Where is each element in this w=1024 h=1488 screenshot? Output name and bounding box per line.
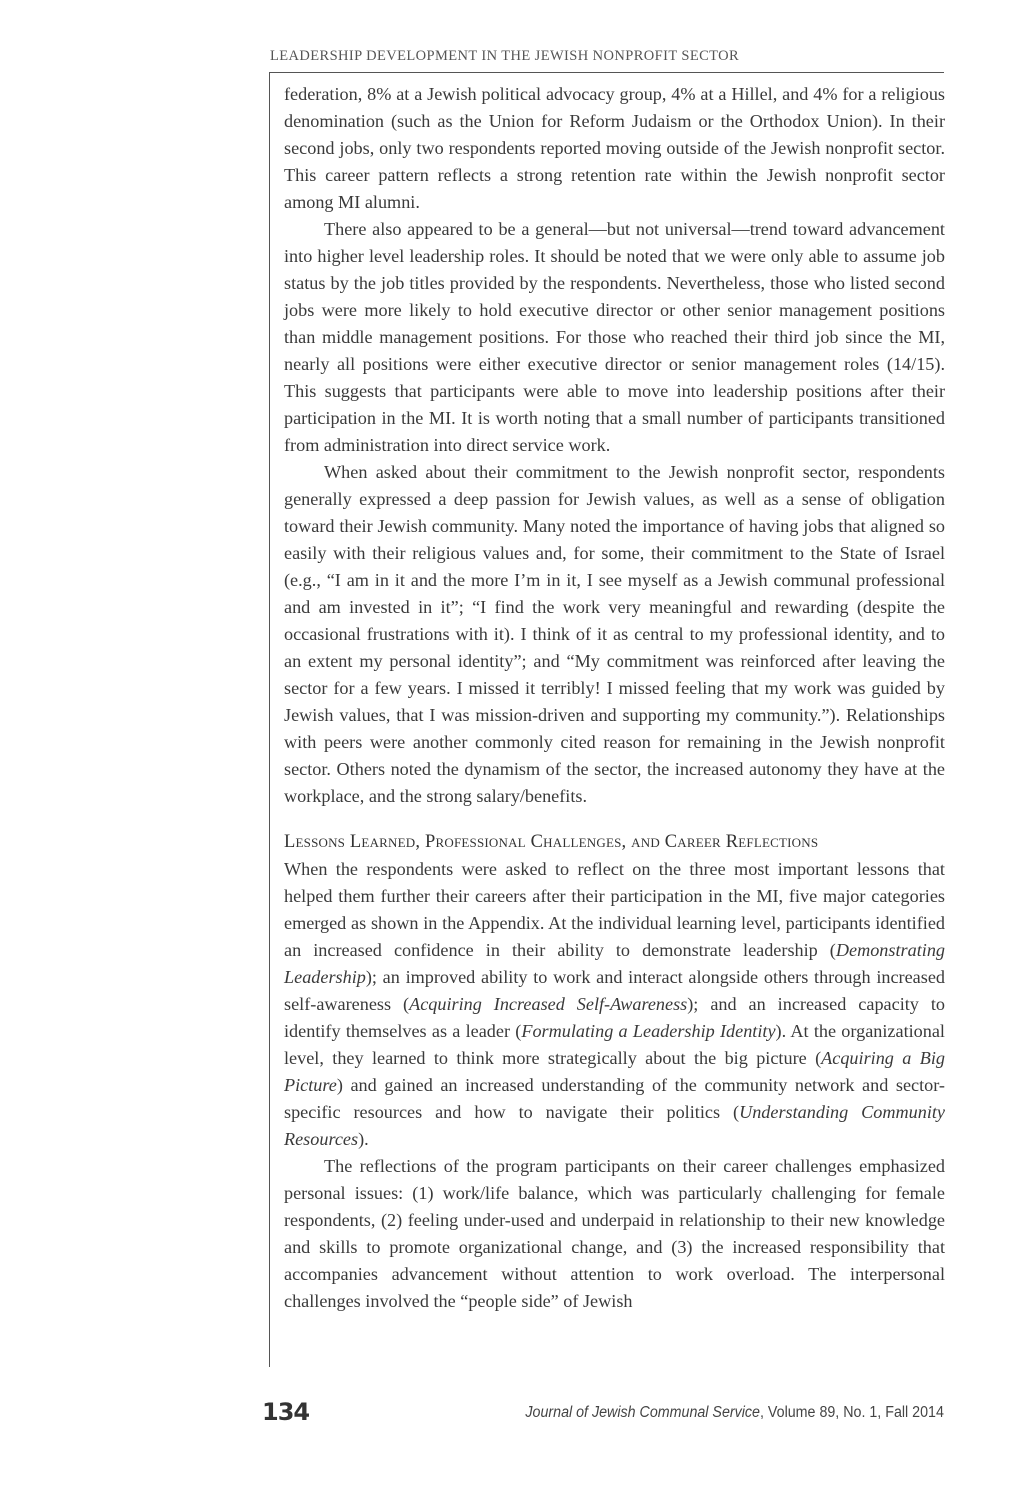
p4-term-1: Demonstrating Leadership (284, 940, 945, 987)
section-heading-text: Lessons Learned, Professional Challenges, and Career Reflections (284, 832, 819, 852)
p4-term-3: Formulating a Leadership Identity (521, 1021, 776, 1041)
paragraph-3: When asked about their commitment to the Jewish nonprofit sector, respondents generally expressed a deep passion for Jewish values, as well as a sense of obligation toward their Jewish community. Many noted the importance of having jobs that aligned so easily with their religious values and, for some, their commitment to the State of Israel (e.g., “I am in it and the more I’m in it, I see myself as a Jewish communal professional and am invested in it”; “I find the work very meaningful and rewarding (despite the occasional frustrations with it). I think of it as central to my professional identity, and to an extent my personal identity”; and “My commitment was reinforced after leaving the sector for a few years. I missed it terribly! I missed feeling that my work was guided by Jewish values, that I was mission-driven and supporting my community.”). Relationships with peers were another commonly cited reason for remaining in the Jewish nonprofit sector. Others noted the dynamism of the sector, the increased autonomy they have at the workplace, and the strong salary/benefits. (284, 462, 945, 806)
p4-term-5: Understanding Community Resources (284, 1102, 945, 1149)
p4-text-4: ). At the organizational level, they learned to think more strategically about the big picture ( (284, 1021, 945, 1068)
paragraph-2: There also appeared to be a general—but not universal—trend toward advancement into higher level leadership roles. It should be noted that we were only able to assume job status by the job titles provided by the respondents. Nevertheless, those who listed second jobs were more likely to hold executive director or other senior management positions than middle management positions. For those who reached their third job since the MI, nearly all positions were either executive director or senior management roles (14/15). This suggests that participants were able to move into leadership positions after their participation in the MI. It is worth noting that a small number of participants transitioned from administration into direct service work. (284, 219, 945, 455)
running-head: LEADERSHIP DEVELOPMENT IN THE JEWISH NONPROFIT SECTOR (270, 48, 740, 64)
paragraph-1: federation, 8% at a Jewish political advocacy group, 4% at a Hillel, and 4% for a religious denomination (such as the Union for Reform Judaism or the Orthodox Union). In their second jobs, only two respondents reported moving outside of the Jewish nonprofit sector. This career pattern reflects a strong retention rate within the Jewish nonprofit sector among MI alumni. (284, 84, 945, 212)
p4-term-2: Acquiring Increased Self-Awareness (409, 994, 688, 1014)
paragraph-4 (284, 856, 945, 1153)
p4-text-2: ); an improved ability to work and interact alongside others through increased self-awareness ( (284, 967, 945, 1014)
article-body (284, 81, 945, 1315)
p4-text-3: ); and an increased capacity to identify themselves as a leader ( (284, 994, 946, 1041)
journal-citation (525, 1404, 944, 1422)
journal-details: , Volume 89, No. 1, Fall 2014 (760, 1404, 944, 1421)
p4-text-6: ). (358, 1129, 369, 1149)
header-rule (270, 72, 944, 73)
p4-term-4: Acquiring a Big Picture (284, 1048, 945, 1095)
page-number: 134 (262, 1398, 310, 1426)
p4-text-5: ) and gained an increased understanding of the community network and sector-specific resources and how to navigate their politics ( (284, 1075, 945, 1122)
margin-rule (269, 72, 270, 1367)
paragraph-5: The reflections of the program participants on their career challenges emphasized personal issues: (1) work/life balance, which was particularly challenging for female respondents, (2) feeling under-used and underpaid in relationship to their new knowledge and skills to promote organizational change, and (3) the increased responsibility that accompanies advancement without attention to work overload. The interpersonal challenges involved the “people side” of Jewish (284, 1156, 945, 1311)
journal-title: Journal of Jewish Communal Service (525, 1404, 761, 1421)
p4-text-1: When the respondents were asked to reflect on the three most important lessons that helped them further their careers after their participation in the MI, five major categories emerged as shown in the Appendix. At the individual learning level, participants identified an increased confidence in their ability to demonstrate leadership ( (284, 859, 945, 960)
section-heading (284, 829, 945, 856)
